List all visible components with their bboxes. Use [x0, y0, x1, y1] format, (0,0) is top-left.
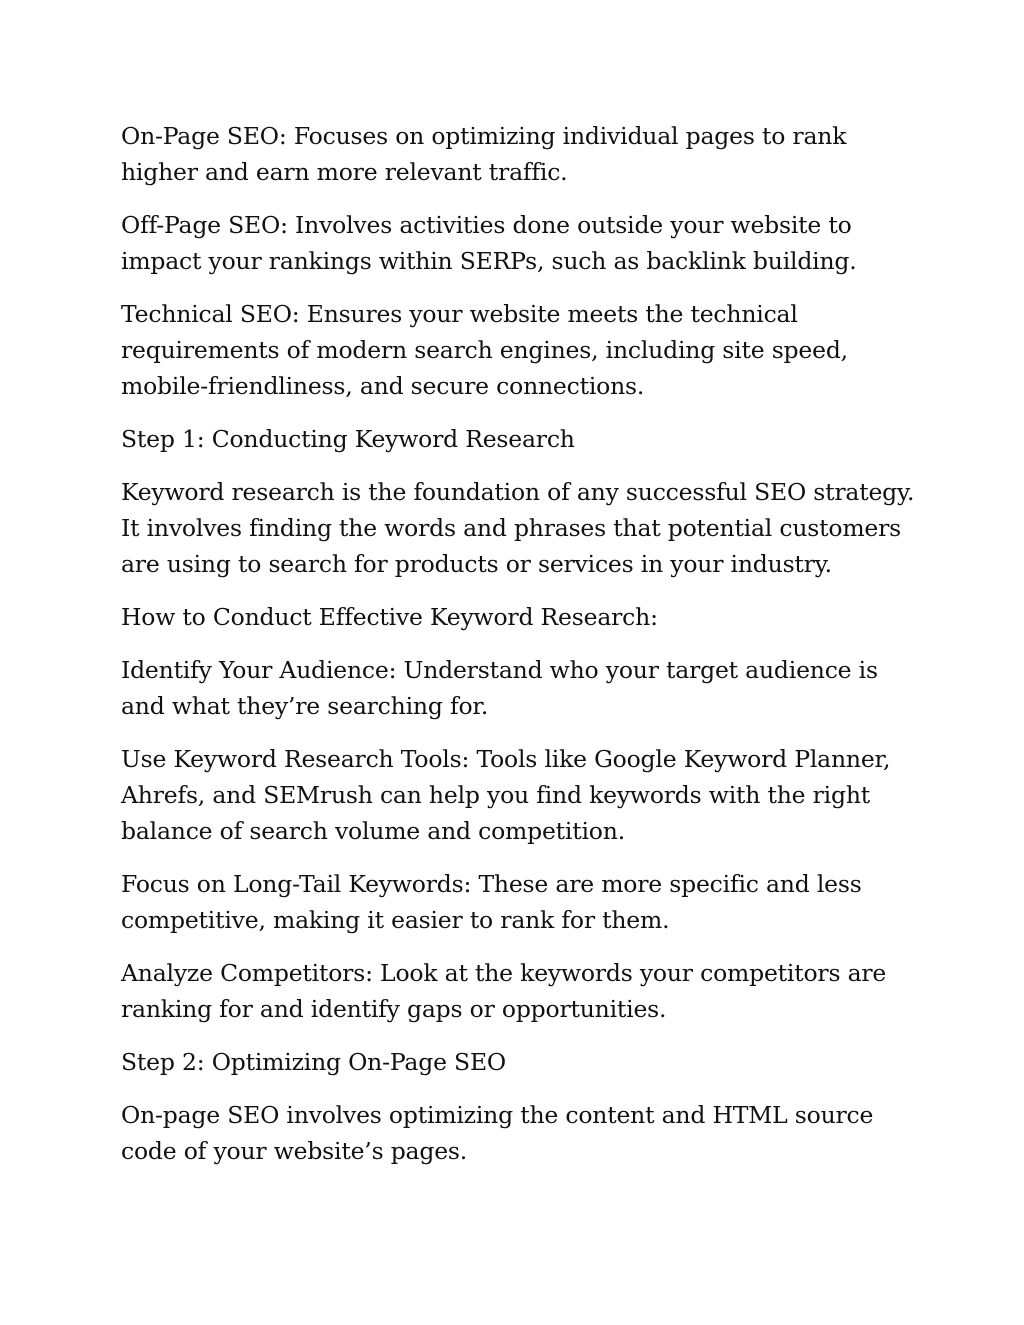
paragraph-long-tail-keywords: Focus on Long-Tail Keywords: These are more specific and less competitive, making it easier to rank for them. — [121, 870, 862, 934]
paragraph-on-page-seo: On-Page SEO: Focuses on optimizing individual pages to rank higher and earn more relevant traffic. — [121, 122, 847, 186]
paragraph-on-page-seo-intro: On-page SEO involves optimizing the content and HTML source code of your website’s pages. — [121, 1101, 874, 1165]
heading-step-1: Step 1: Conducting Keyword Research — [121, 425, 575, 453]
paragraph-technical-seo: Technical SEO: Ensures your website meets the technical requirements of modern search engines, including site speed, mobile-friendliness, and secure connections. — [121, 300, 848, 400]
paragraph-analyze-competitors: Analyze Competitors: Look at the keywords your competitors are ranking for and identify gaps or opportunities. — [121, 959, 887, 1023]
paragraph-keyword-tools: Use Keyword Research Tools: Tools like Google Keyword Planner, Ahrefs, and SEMrush can help you find keywords with the right balance of search volume and competition. — [121, 745, 891, 845]
document-page — [121, 118, 921, 1186]
paragraph-off-page-seo: Off-Page SEO: Involves activities done outside your website to impact your rankings within SERPs, such as backlink building. — [121, 211, 857, 275]
paragraph-keyword-research-intro: Keyword research is the foundation of any successful SEO strategy. It involves finding the words and phrases that potential customers are using to search for products or services in your industry. — [121, 478, 915, 578]
heading-how-to-conduct: How to Conduct Effective Keyword Research: — [121, 603, 658, 631]
paragraph-identify-audience: Identify Your Audience: Understand who your target audience is and what they’re searching for. — [121, 656, 878, 720]
heading-step-2: Step 2: Optimizing On-Page SEO — [121, 1048, 506, 1076]
